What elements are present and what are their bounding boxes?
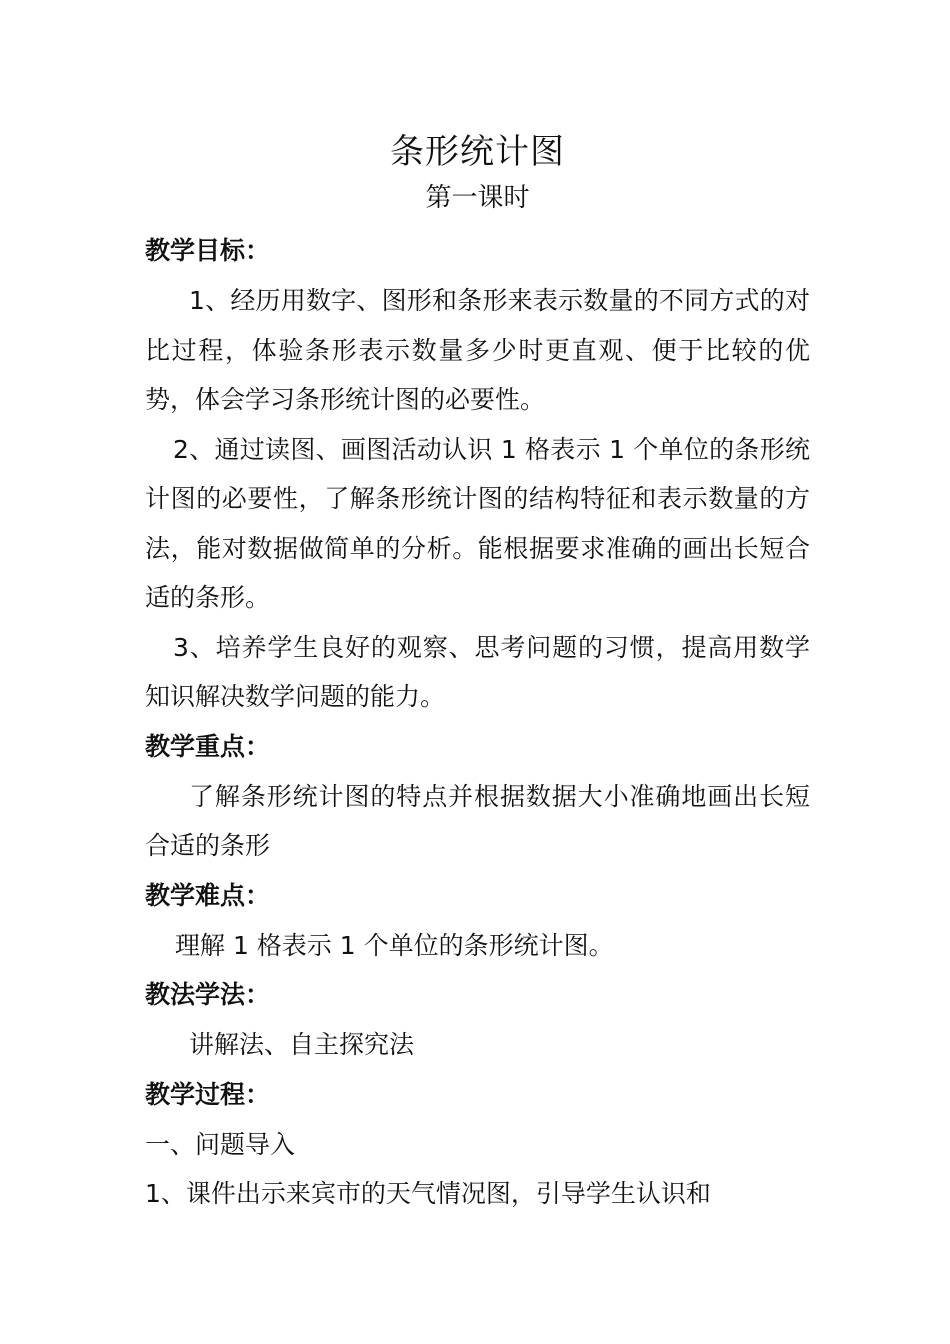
process-heading: 教学过程： — [145, 1079, 271, 1109]
process-step-1: 1、课件出示来宾市的天气情况图，引导学生认识和 — [145, 1179, 711, 1208]
difficulties-text: 理解 1 格表示 1 个单位的条形统计图。 — [175, 930, 614, 960]
objective-item-2: 2、通过读图、画图活动认识 1 格表示 1 个单位的条形统计图的必要性，了解条形统计图的结构特征和表示数量的方法，能对数据做简单的分析。能根据要求准确的画出长短合适的条形。 — [145, 434, 810, 612]
process-step-title: 一、问题导入 — [145, 1129, 296, 1159]
key-points-text: 了解条形统计图的特点并根据数据大小准确地画出长短合适的条形 — [145, 781, 810, 860]
methods-heading: 教法学法： — [145, 980, 271, 1009]
document-body — [145, 128, 810, 1219]
document-title: 条形统计图 — [390, 132, 565, 172]
objective-item-1: 1、经历用数字、图形和条形来表示数量的不同方式的对比过程，体验条形表示数量多少时更直观、便于比较的优势，体会学习条形统计图的必要性。 — [145, 286, 810, 414]
methods-text: 讲解法、自主探究法 — [189, 1030, 415, 1059]
objective-item-3: 3、培养学生良好的观察、思考问题的习惯，提高用数学知识解决数学问题的能力。 — [145, 632, 810, 711]
key-points-heading: 教学重点： — [145, 731, 271, 761]
difficulties-heading: 教学难点： — [145, 880, 271, 910]
document-subtitle: 第一课时 — [425, 183, 530, 213]
objectives-heading: 教学目标： — [145, 236, 271, 265]
